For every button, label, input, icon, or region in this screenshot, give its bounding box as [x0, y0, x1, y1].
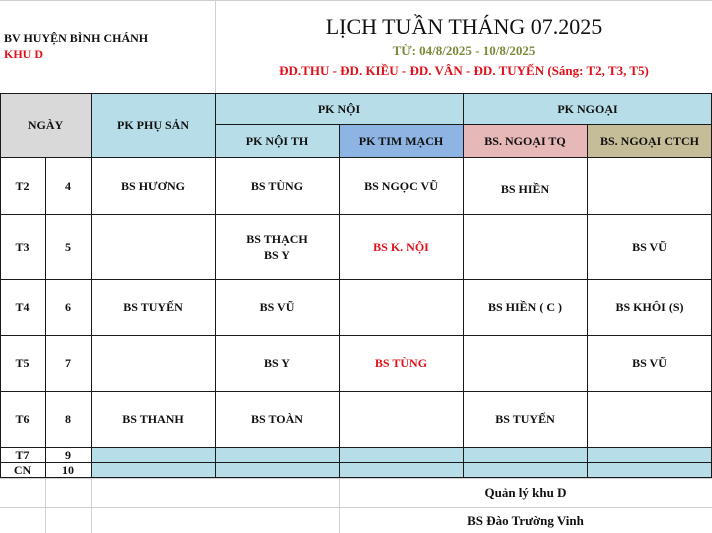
row-cn-date: 10 [62, 463, 74, 477]
grid-line-h [0, 462, 712, 463]
row-t5-ngoai-ctch: BS VŨ [632, 356, 667, 370]
header-pk-ngoai-label: PK NGOẠI [557, 101, 618, 116]
grid-line-v [0, 93, 1, 478]
row-t6-noi-th: BS TOÀN [251, 412, 303, 426]
row-t4-date: 6 [65, 300, 71, 314]
grid-line-h [0, 477, 712, 478]
row-t2-phu-san: BS HƯƠNG [121, 178, 185, 193]
header-bs-ngoai-ctch [587, 124, 712, 157]
row-t4-noi-th: BS VŨ [259, 300, 295, 314]
grid-line-h [0, 157, 712, 158]
grid-line-h [0, 93, 712, 94]
row-t4-ngoai-ctch: BS KHÔI (S) [615, 300, 684, 314]
row-t4-phu-san: BS TUYẾN [123, 300, 183, 314]
row-t7-date: 9 [65, 447, 71, 462]
header-day [0, 93, 91, 157]
grid-line-h [0, 391, 712, 392]
row-t4-tim-mach [339, 279, 463, 335]
header-pk-noi-th [215, 124, 339, 157]
header-pk-phu-san [91, 93, 215, 157]
grid-line-h [0, 478, 712, 479]
footer-role: Quản lý khu D [484, 485, 567, 500]
row-t7-weekday: T7 [15, 447, 30, 462]
header-bs-ngoai-ctch-label: BS. NGOẠI CTCH [599, 133, 700, 148]
row-t5-ngoai-tq [463, 335, 587, 391]
grid-line-v [587, 124, 588, 478]
grid-line-h [0, 335, 712, 336]
row-t3-noi-th: BS THẠCH BS Y [246, 231, 308, 262]
header-bs-ngoai-tq [463, 124, 587, 157]
row-t5-tim-mach: BS TÙNG [374, 356, 428, 370]
row-t4-ngoai-tq: BS HIỀN ( C ) [487, 300, 562, 314]
row-t3-ngoai-tq [463, 214, 587, 279]
grid-line-v [45, 157, 46, 478]
page-title: LỊCH TUẦN THÁNG 07.2025 [325, 14, 603, 39]
row-t2-tim-mach: BS NGỌC VŨ [364, 178, 438, 193]
grid-line-v [339, 478, 340, 533]
header-bs-ngoai-tq-label: BS. NGOẠI TQ [484, 133, 566, 148]
grid-line-v [91, 478, 92, 533]
header-pk-tim-mach [339, 124, 463, 157]
row-t3-weekday: T3 [15, 239, 30, 254]
weekend-row-fill-cn [91, 462, 712, 478]
row-t5-noi-th: BS Y [264, 356, 290, 370]
grid-line-v [339, 124, 340, 478]
grid-line-v [45, 478, 46, 533]
row-t5-weekday: T5 [15, 356, 30, 370]
row-t6-weekday: T6 [15, 412, 30, 426]
grid-line-v [463, 93, 464, 478]
row-t6-ngoai-ctch [587, 391, 712, 447]
header-pk-noi [215, 93, 463, 124]
row-t4-weekday: T4 [15, 300, 30, 314]
grid-line-v [215, 93, 216, 478]
row-t2-noi-th: BS TÙNG [250, 178, 304, 193]
header-pk-noi-th-label: PK NỘI TH [245, 133, 309, 148]
row-t2-date: 4 [65, 178, 71, 193]
row-cn-weekday: CN [13, 463, 32, 477]
grid-line-h [0, 279, 712, 280]
grid-line-v [215, 0, 216, 93]
date-range: TỪ: 04/8/2025 - 10/8/2025 [392, 43, 536, 58]
grid-line-h [0, 447, 712, 448]
row-t5-date: 7 [65, 356, 71, 370]
row-t2-ngoai-ctch [587, 157, 712, 214]
grid-line-v [91, 93, 92, 478]
footer-signer-name: BS Đào Trường Vinh [467, 513, 584, 528]
row-t6-ngoai-tq: BS TUYẾN [495, 412, 555, 426]
weekend-row-fill-t7 [91, 447, 712, 462]
header-day-label: NGÀY [27, 118, 64, 132]
row-t6-date: 8 [65, 412, 71, 426]
row-t2-ngoai-tq: BS HIỀN [500, 181, 550, 196]
row-t5-phu-san [91, 335, 215, 391]
row-t6-phu-san: BS THANH [122, 412, 184, 426]
header-pk-ngoai [463, 93, 712, 124]
header-pk-tim-mach-label: PK TIM MẠCH [358, 133, 444, 148]
zone-label: KHU D [4, 47, 43, 61]
nurse-roster: ĐD.THU - ĐD. KIỀU - ĐD. VÂN - ĐD. TUYẾN (Sáng: T2, T3, T5) [279, 63, 649, 78]
header-pk-phu-san-label: PK PHỤ SẢN [117, 118, 189, 132]
row-t3-ngoai-ctch: BS VŨ [632, 239, 667, 254]
row-t3-phu-san [91, 214, 215, 279]
grid-line-h [0, 507, 712, 508]
row-t6-tim-mach [339, 391, 463, 447]
hospital-name: BV HUYỆN BÌNH CHÁNH [4, 31, 149, 45]
header-pk-noi-label: PK NỘI [317, 101, 361, 116]
grid-line-h [0, 214, 712, 215]
grid-line-h [0, 0, 712, 1]
row-t2-weekday: T2 [15, 178, 30, 193]
row-t3-tim-mach: BS K. NỘI [373, 239, 429, 254]
row-t3-date: 5 [65, 239, 71, 254]
